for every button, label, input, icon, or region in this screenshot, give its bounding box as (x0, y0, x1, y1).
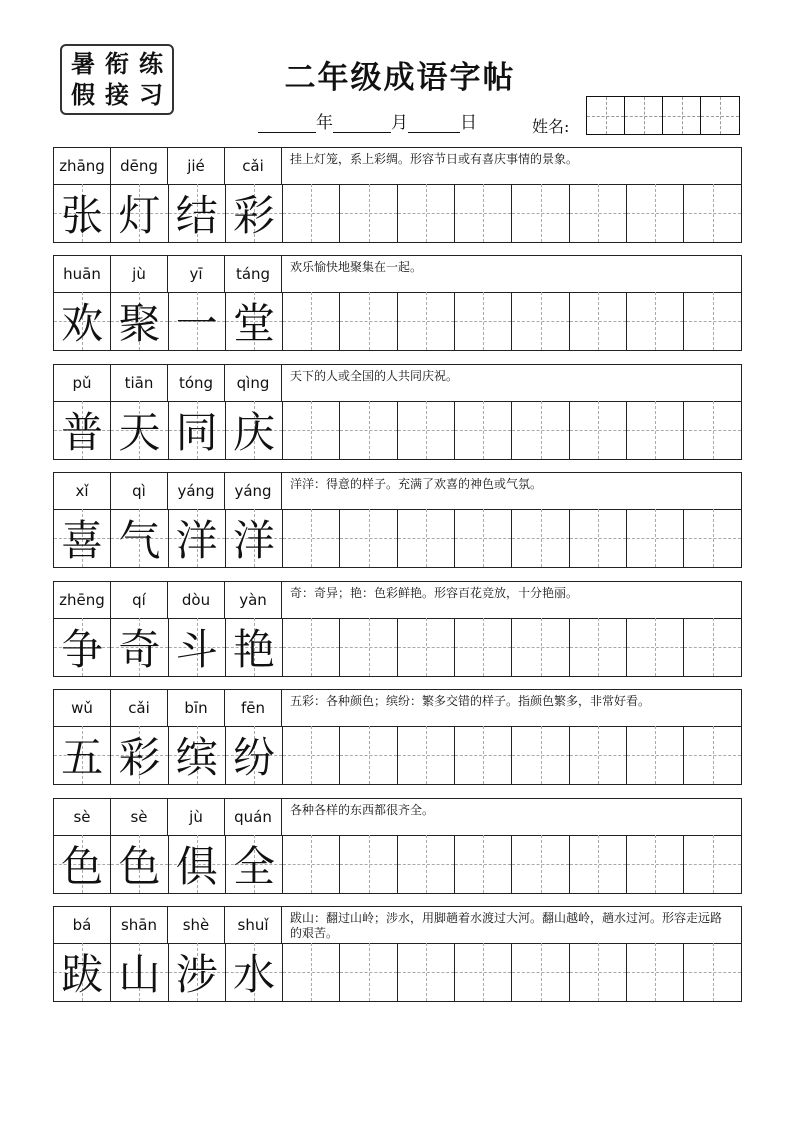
char-row (54, 401, 741, 459)
model-char: 斗 (175, 625, 218, 674)
day-label: 日 (460, 113, 477, 133)
model-char-cell (54, 184, 111, 242)
pinyin-cell: wǔ (54, 690, 111, 726)
practice-cell[interactable] (684, 618, 741, 676)
practice-cell[interactable] (455, 943, 512, 1001)
model-char: 喜 (61, 516, 104, 565)
model-char-cell (169, 292, 226, 350)
pinyin-cell: bá (54, 907, 111, 943)
practice-cell[interactable] (570, 401, 627, 459)
model-char: 洋 (233, 516, 276, 565)
practice-cell[interactable] (398, 509, 455, 567)
page-title: 二年级成语字帖 (284, 60, 516, 96)
practice-cell[interactable] (340, 184, 397, 242)
pinyin-row (54, 473, 741, 510)
pinyin-cell: xǐ (54, 473, 111, 509)
practice-cell[interactable] (512, 943, 569, 1001)
practice-cell[interactable] (684, 509, 741, 567)
practice-cell[interactable] (455, 184, 512, 242)
practice-cell[interactable] (455, 726, 512, 784)
pinyin-row (54, 148, 741, 185)
practice-cell[interactable] (684, 292, 741, 350)
model-char-cell (226, 726, 283, 784)
practice-cell[interactable] (283, 618, 340, 676)
model-char-cell (54, 401, 111, 459)
badge-char: 暑 (71, 48, 95, 78)
model-char: 欢 (61, 299, 104, 348)
badge-char: 衔 (105, 48, 129, 78)
model-char-cell (111, 401, 168, 459)
model-char-cell (54, 726, 111, 784)
practice-cell[interactable] (512, 292, 569, 350)
model-char-cell (226, 835, 283, 893)
model-char: 色 (61, 842, 104, 891)
pinyin-cell: dēng (111, 148, 168, 184)
idiom-meaning: 洋洋：得意的样子。充满了欢喜的神色或气氛。 (290, 477, 543, 491)
idiom-meaning: 挂上灯笼，系上彩绸。形容节日或有喜庆事情的景象。 (290, 152, 579, 166)
pinyin-cell: jù (111, 256, 168, 292)
pinyin-cell: shè (168, 907, 225, 943)
practice-cell[interactable] (627, 618, 684, 676)
practice-cell[interactable] (283, 401, 340, 459)
model-char-cell (54, 618, 111, 676)
practice-cell[interactable] (570, 292, 627, 350)
model-char: 洋 (175, 516, 218, 565)
practice-cell[interactable] (570, 184, 627, 242)
practice-cell[interactable] (627, 835, 684, 893)
model-char-cell (54, 292, 111, 350)
practice-cell[interactable] (283, 509, 340, 567)
practice-cell[interactable] (340, 401, 397, 459)
idiom-block (53, 906, 742, 1002)
model-char: 山 (118, 950, 161, 999)
pinyin-row (54, 365, 741, 402)
model-char: 庆 (233, 408, 276, 457)
pinyin-row (54, 582, 741, 619)
practice-cell[interactable] (570, 943, 627, 1001)
practice-cell[interactable] (684, 943, 741, 1001)
pinyin-cell: cǎi (111, 690, 168, 726)
model-char: 缤 (175, 733, 218, 782)
pinyin-row (54, 799, 741, 836)
char-row (54, 835, 741, 893)
pinyin-row (54, 256, 741, 293)
model-char-cell (226, 943, 283, 1001)
practice-cell[interactable] (398, 401, 455, 459)
practice-cell[interactable] (684, 401, 741, 459)
model-char: 全 (233, 842, 276, 891)
model-char: 彩 (118, 733, 161, 782)
badge-char: 练 (139, 48, 163, 78)
model-char-cell (111, 943, 168, 1001)
practice-cell[interactable] (398, 184, 455, 242)
char-row (54, 184, 741, 242)
idiom-block (53, 255, 742, 351)
idiom-meaning: 欢乐愉快地聚集在一起。 (290, 260, 423, 274)
pinyin-cell: tóng (168, 365, 225, 401)
practice-cell[interactable] (455, 401, 512, 459)
practice-cell[interactable] (512, 726, 569, 784)
practice-cell[interactable] (627, 943, 684, 1001)
badge-char: 假 (71, 80, 95, 110)
model-char: 天 (118, 408, 161, 457)
model-char: 张 (61, 191, 104, 240)
pinyin-cell: zhāng (54, 148, 111, 184)
practice-cell[interactable] (283, 835, 340, 893)
practice-cell[interactable] (455, 835, 512, 893)
pinyin-cell: tiān (111, 365, 168, 401)
model-char-cell (169, 726, 226, 784)
year-blank[interactable] (258, 112, 316, 133)
pinyin-cell: sè (54, 799, 111, 835)
pinyin-cell: sè (111, 799, 168, 835)
model-char: 五 (61, 733, 104, 782)
badge-char: 接 (105, 80, 129, 110)
idiom-block (53, 581, 742, 677)
practice-cell[interactable] (570, 726, 627, 784)
idiom-block (53, 472, 742, 568)
practice-cell[interactable] (398, 726, 455, 784)
model-char: 争 (61, 625, 104, 674)
practice-cell[interactable] (684, 835, 741, 893)
practice-cell[interactable] (570, 835, 627, 893)
idiom-meaning: 奇：奇异；艳：色彩鲜艳。形容百花竞放，十分艳丽。 (290, 586, 579, 600)
model-char: 涉 (175, 950, 218, 999)
model-char: 跋 (61, 950, 104, 999)
practice-cell[interactable] (340, 943, 397, 1001)
model-char: 灯 (118, 191, 161, 240)
char-row (54, 509, 741, 567)
pinyin-cell: dòu (168, 582, 225, 618)
model-char: 奇 (118, 625, 161, 674)
char-row (54, 726, 741, 784)
model-char: 艳 (233, 625, 276, 674)
pinyin-cell: pǔ (54, 365, 111, 401)
model-char-cell (111, 509, 168, 567)
practice-cell[interactable] (627, 292, 684, 350)
pinyin-cell: zhēng (54, 582, 111, 618)
model-char: 彩 (233, 191, 276, 240)
pinyin-cell: qí (111, 582, 168, 618)
idiom-meaning: 跋山：翻过山岭；涉水，用脚趟着水渡过大河。翻山越岭，趟水过河。形容走远路的艰苦。 (290, 911, 723, 940)
idiom-block (53, 798, 742, 894)
name-cell[interactable] (663, 97, 701, 134)
pinyin-cell: jù (168, 799, 225, 835)
logo-badge (60, 44, 174, 115)
model-char-cell (54, 943, 111, 1001)
practice-cell[interactable] (684, 184, 741, 242)
pinyin-cell: jié (168, 148, 225, 184)
pinyin-cell: qìng (225, 365, 282, 401)
model-char-cell (169, 943, 226, 1001)
practice-cell[interactable] (340, 509, 397, 567)
practice-cell[interactable] (340, 726, 397, 784)
name-cell[interactable] (625, 97, 663, 134)
year-label: 年 (316, 113, 333, 133)
idiom-meaning: 五彩：各种颜色；缤纷：繁多交错的样子。指颜色繁多，非常好看。 (290, 694, 651, 708)
name-cell[interactable] (587, 97, 625, 134)
model-char-cell (226, 401, 283, 459)
model-char: 气 (118, 516, 161, 565)
model-char-cell (54, 835, 111, 893)
pinyin-cell: yáng (225, 473, 282, 509)
idiom-meaning: 天下的人或全国的人共同庆祝。 (290, 369, 459, 383)
pinyin-cell: huān (54, 256, 111, 292)
model-char: 俱 (175, 842, 218, 891)
practice-cell[interactable] (340, 835, 397, 893)
model-char-cell (169, 184, 226, 242)
model-char: 结 (175, 191, 218, 240)
model-char-cell (111, 726, 168, 784)
model-char: 堂 (233, 299, 276, 348)
pinyin-cell: fēn (225, 690, 282, 726)
model-char-cell (169, 509, 226, 567)
model-char-cell (111, 618, 168, 676)
practice-cell[interactable] (398, 292, 455, 350)
practice-cell[interactable] (283, 184, 340, 242)
idiom-block (53, 147, 742, 243)
pinyin-cell: shān (111, 907, 168, 943)
practice-cell[interactable] (398, 835, 455, 893)
pinyin-cell: quán (225, 799, 282, 835)
name-cell[interactable] (701, 97, 739, 134)
pinyin-cell: cǎi (225, 148, 282, 184)
pinyin-row (54, 907, 741, 944)
practice-cell[interactable] (627, 401, 684, 459)
practice-cell[interactable] (684, 726, 741, 784)
char-row (54, 618, 741, 676)
day-blank[interactable] (408, 112, 460, 133)
model-char: 水 (233, 950, 276, 999)
model-char: 一 (175, 299, 218, 348)
model-char-cell (169, 618, 226, 676)
badge-char: 习 (139, 80, 163, 110)
model-char-cell (169, 401, 226, 459)
char-row (54, 292, 741, 350)
practice-cell[interactable] (455, 618, 512, 676)
practice-cell[interactable] (570, 618, 627, 676)
pinyin-cell: yī (168, 256, 225, 292)
model-char-cell (111, 184, 168, 242)
practice-cell[interactable] (512, 401, 569, 459)
model-char: 同 (175, 408, 218, 457)
practice-cell[interactable] (512, 184, 569, 242)
char-row (54, 943, 741, 1001)
pinyin-cell: qì (111, 473, 168, 509)
pinyin-cell: yáng (168, 473, 225, 509)
pinyin-row (54, 690, 741, 727)
model-char-cell (226, 509, 283, 567)
name-grid[interactable] (586, 96, 740, 135)
practice-cell[interactable] (570, 509, 627, 567)
practice-cell[interactable] (512, 618, 569, 676)
practice-cell[interactable] (340, 618, 397, 676)
practice-cell[interactable] (512, 509, 569, 567)
idiom-block (53, 364, 742, 460)
practice-cell[interactable] (283, 292, 340, 350)
practice-cell[interactable] (340, 292, 397, 350)
pinyin-cell: yàn (225, 582, 282, 618)
month-label: 月 (391, 113, 408, 133)
practice-cell[interactable] (398, 618, 455, 676)
practice-cell[interactable] (512, 835, 569, 893)
practice-cell[interactable] (455, 509, 512, 567)
model-char-cell (111, 835, 168, 893)
model-char: 聚 (118, 299, 161, 348)
idiom-meaning: 各种各样的东西都很齐全。 (290, 803, 435, 817)
pinyin-cell: bīn (168, 690, 225, 726)
model-char-cell (226, 292, 283, 350)
date-line (258, 108, 477, 133)
model-char: 普 (61, 408, 104, 457)
model-char: 纷 (233, 733, 276, 782)
practice-cell[interactable] (627, 509, 684, 567)
model-char-cell (169, 835, 226, 893)
month-blank[interactable] (333, 112, 391, 133)
name-label: 姓名: (532, 117, 570, 136)
model-char-cell (226, 184, 283, 242)
practice-cell[interactable] (398, 943, 455, 1001)
practice-cell[interactable] (283, 943, 340, 1001)
model-char-cell (54, 509, 111, 567)
pinyin-cell: shuǐ (225, 907, 282, 943)
practice-cell[interactable] (627, 184, 684, 242)
model-char: 色 (118, 842, 161, 891)
practice-cell[interactable] (627, 726, 684, 784)
idiom-block (53, 689, 742, 785)
practice-cell[interactable] (283, 726, 340, 784)
pinyin-cell: táng (225, 256, 282, 292)
practice-cell[interactable] (455, 292, 512, 350)
model-char-cell (226, 618, 283, 676)
model-char-cell (111, 292, 168, 350)
